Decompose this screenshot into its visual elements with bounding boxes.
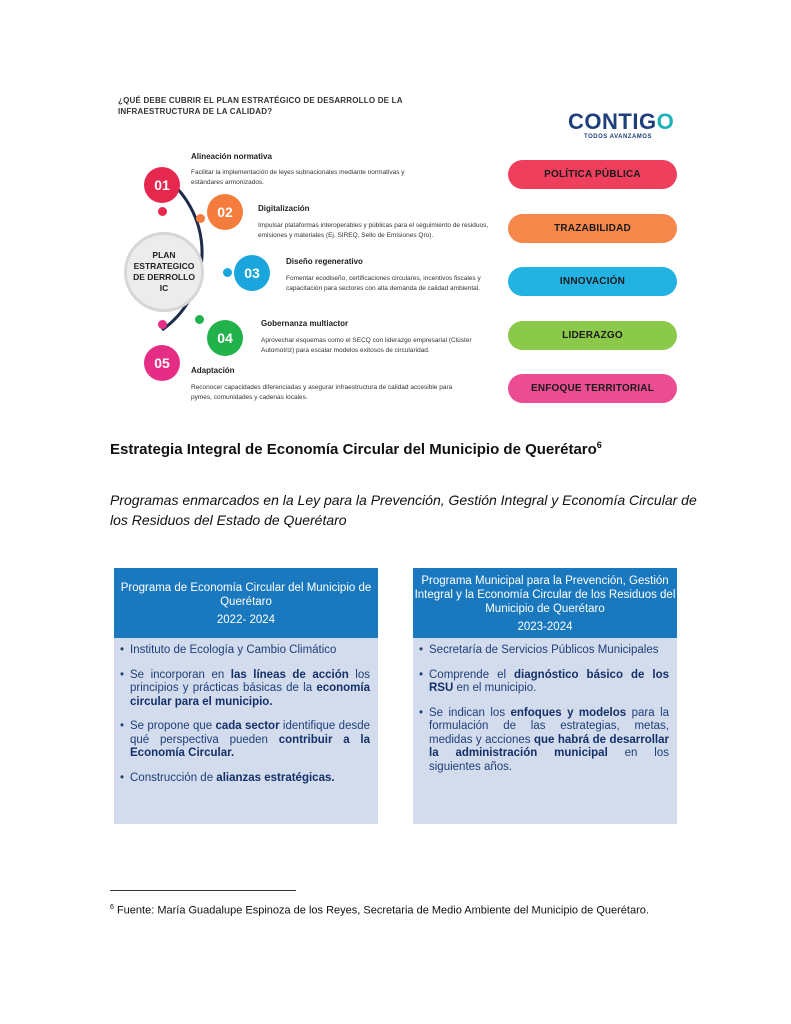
pill-innovacion: INNOVACIÓN	[508, 267, 677, 296]
list-item: • Se propone que cada sector identifique desde qué perspectiva pueden contribuir a la Economía Circular.	[130, 720, 370, 761]
step-02-title: Digitalización	[258, 204, 310, 213]
step-04-badge: 04	[207, 320, 243, 356]
list-item: • Se indican los enfoques y modelos para la formulación de las estrategias, metas, medidas y acciones que habrá de desarrollar la administración municipal en los siguientes años.	[429, 707, 669, 775]
program-left-years: 2022- 2024	[216, 613, 276, 626]
footnote-number: 6	[110, 904, 114, 911]
step-03-dot	[223, 268, 232, 277]
program-box-left-header	[114, 568, 378, 638]
pill-trazabilidad: TRAZABILIDAD	[508, 214, 677, 243]
footnote-divider	[110, 890, 296, 891]
list-item: • Construcción de alianzas estratégicas.	[130, 772, 370, 786]
contigo-logo: CONTIGO TODOS AVANZAMOS	[568, 109, 675, 140]
program-right-years: 2023-2024	[517, 620, 573, 633]
step-03-text: Fomentar ecodiseño, certificaciones circulares, incentivos fiscales y capacitación para sectores con alta demanda de calidad ambiental.	[286, 275, 481, 292]
program-box-left	[114, 568, 378, 824]
section-title: Estrategia Integral de Economía Circular del Municipio de Querétaro$^6$	[110, 440, 602, 458]
step-04-dot	[195, 315, 204, 324]
step-02-text: Impulsar plataformas interoperables y públicas para el seguimiento de residuos, emisiones y materiales (Ej. SIREQ, Sello de Emisiones Qro).	[258, 222, 489, 239]
plan-center-circle: PLAN ESTRATEGICO DE DERROLLO IC	[124, 232, 204, 312]
footnote: $^6$ Fuente: María Guadalupe Espinoza de los Reyes, Secretaria de Medio Ambiente del Municipio de Querétaro.	[110, 904, 649, 917]
step-04-title: Gobernanza multiactor	[261, 319, 349, 328]
step-04-text: Aprovechar esquemas como el SECQ con liderazgo empresarial (Clúster Automotriz) para escalar modelos exitosos de circularidad.	[261, 337, 472, 354]
program-right-list	[413, 644, 677, 774]
list-item: • Se incorporan en las líneas de acción los principios y prácticas básicas de la economía circular para el municipio.	[130, 669, 370, 710]
step-02-dot	[196, 214, 205, 223]
step-02-badge: 02	[207, 194, 243, 230]
step-05-badge: 05	[144, 345, 180, 381]
section-subtitle: Programas enmarcados en la Ley para la Prevención, Gestión Integral y Economía Circular de los Residuos del Estado de Querétaro	[110, 492, 697, 528]
step-05-dot	[158, 320, 167, 329]
pill-enfoque-territorial: ENFOQUE TERRITORIAL	[508, 374, 677, 403]
step-05-title: Adaptación	[191, 366, 235, 375]
footnote-ref: 6	[596, 440, 602, 450]
program-left-list	[114, 644, 378, 785]
step-01-badge: 01	[144, 167, 180, 203]
pill-liderazgo: LIDERAZGO	[508, 321, 677, 350]
step-05-text: Reconocer capacidades diferenciadas y asegurar infraestructura de calidad accesible para pymes, comunidades y cadenas locales.	[191, 384, 453, 401]
step-01-title: Alineación normativa	[191, 152, 272, 161]
step-01-text: Facilitar la implementación de leyes subnacionales mediante normativas y estándares armonizados.	[191, 169, 405, 186]
step-01-dot	[158, 207, 167, 216]
infographic-title: ¿QUÉ DEBE CUBRIR EL PLAN ESTRATÉGICO DE DESARROLLO DE LA INFRAESTRUCTURA DE LA CALIDAD?	[118, 96, 403, 116]
list-item: • Comprende el diagnóstico básico de los RSU en el municipio.	[429, 669, 669, 696]
pill-politica-publica: POLÍTICA PÚBLICA	[508, 160, 677, 189]
list-item: • Secretaría de Servicios Públicos Municipales	[429, 644, 669, 658]
program-right-title: Programa Municipal para la Prevención, Gestión Integral y la Economía Circular de los Residuos del Municipio de Querétaro	[414, 574, 676, 615]
program-left-title: Programa de Economía Circular del Municipio de Querétaro	[120, 581, 372, 608]
step-03-badge: 03	[234, 255, 270, 291]
program-box-right-header	[413, 568, 677, 638]
step-03-title: Diseño regenerativo	[286, 257, 363, 266]
logo-tagline: TODOS AVANZAMOS	[584, 134, 652, 140]
program-box-right	[413, 568, 677, 824]
list-item: • Instituto de Ecología y Cambio Climático	[130, 644, 370, 658]
